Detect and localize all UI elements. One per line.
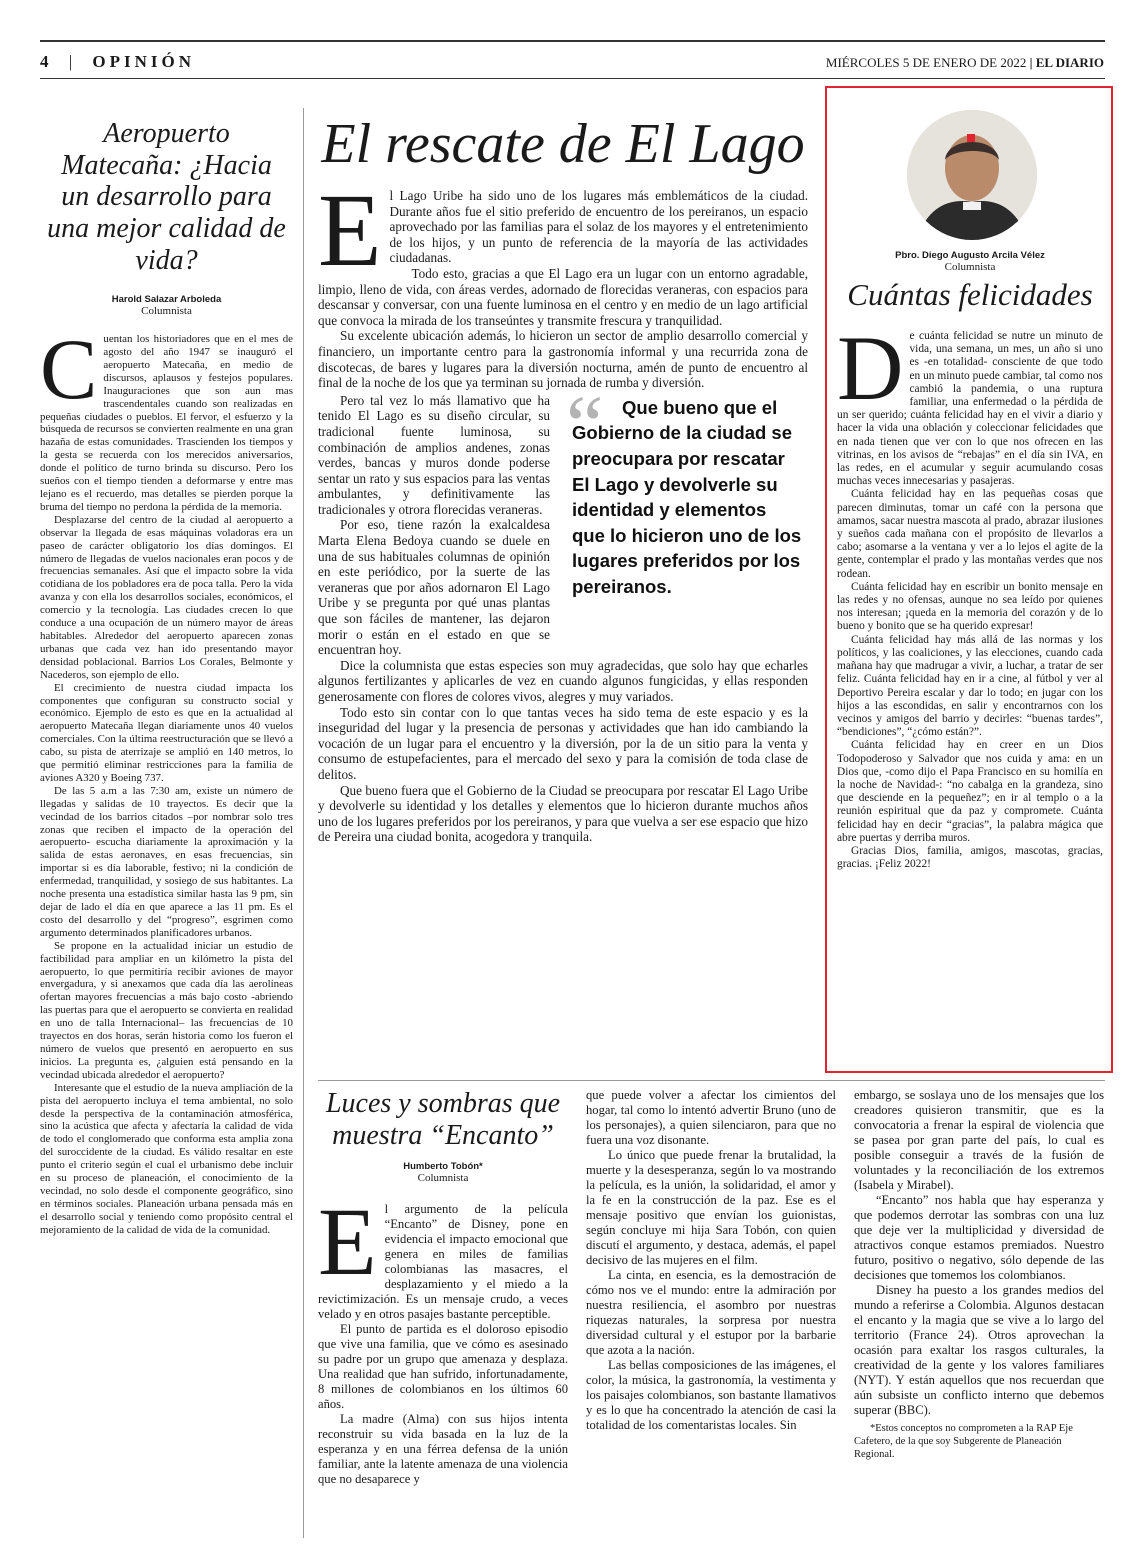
center-dropcap: E (318, 173, 382, 288)
footnote: *Estos conceptos no comprometen a la RAP Eje Cafetero, de la que soy Subgerente de Planeación Regional. (854, 1423, 1073, 1460)
right-paragraph: Gracias Dios, familia, amigos, mascotas, gracias, gracias. ¡Feliz 2022! (837, 844, 1103, 871)
center-paragraph: Pero tal vez lo más llamativo que ha tenido El Lago es su diseño circular, su tradicional fuente luminosa, su combinación de amplios andenes, zonas verdes, bancas y muros donde poderse sentar un rato y sus espacios para las ventas ambulantes, y definitivamente las tradicionales y otrora florecidas veraneras. (318, 392, 550, 517)
center-paragraph: Su excelente ubicación además, lo hicieron un sector de amplio desarrollo comercial y financiero, un importante centro para la gastronomía informal y una recurrida zona de discotecas, de bares y lugares para la diversión nocturna, amén de punto de encuentro al final de la noche de los que ya terminan su jornada de rumba y diversión. (318, 328, 808, 391)
pullquote (566, 378, 802, 658)
bottom-paragraph: l argumento de la película “Encanto” de Disney, pone en evidencia el impacto emocional que genera en miles de familias colombianas las masacres, el desplazamiento y el miedo a la revictimización. Es un mensaje crudo, a veces velado y en otros pasajes bastante perceptible. (318, 1202, 568, 1322)
right-paragraph: Cuánta felicidad hay en escribir un bonito mensaje en las redes y no ofensas, aunque no sea leído por quienes nos interesan; ¡queda en la memoria del corazón y de lo bueno y bonito que se ha querido expresar! (837, 580, 1103, 633)
page-folio (40, 52, 195, 72)
center-article (318, 108, 808, 845)
left-article-role: Columnista (141, 305, 192, 318)
header-bottom-rule (40, 78, 1105, 79)
bottom-article-title: Luces y sombras que muestra “Encanto” (325, 1088, 561, 1151)
bottom-article-author: Humberto Tobón* (403, 1161, 483, 1173)
bottom-paragraph: Las bellas composiciones de las imágenes, el color, la música, la gastronomía, la vestimenta y los paisajes colombianos, son bastante llamativos y es lo que ha concentrado la atención de casi la totalidad de los comentaristas locales. Sin (586, 1358, 836, 1432)
bottom-paragraph: embargo, se soslaya uno de los mensajes que los creadores quisieron transmitir, que es la convocatoria a frenar la espiral de violencia que se pasea por gran parte del país, lo cual es posible conseguir a través de la fusión de voluntades y la reconciliación de los extremos (Isabela y Mirabel). (854, 1088, 1104, 1192)
left-dropcap: C (40, 321, 98, 418)
left-paragraph: Se propone en la actualidad iniciar un estudio de factibilidad para ampliar en un kilómetro la pista del aeropuerto, lo que permitiría recibir aviones de mayor envergadura, y si anexamos que cada día las aerolíneas ofertan mayores frecuencias a más bajo costo -abriendo las puertas para que el aeropuerto se convierta en realidad en uno de talla Internacional– las frecuencias de 10 trayectos en dos horas, serán historia como los fueron el número de vuelos que presentó en aeropuerto en sus inicios. La pregunta es, ¿alguien está pensando en la vecindad ubicada alrededor el aeropuerto? (40, 939, 293, 1081)
left-paragraph: El crecimiento de nuestra ciudad impacta los componentes que configuran su constructo social y económico. Ejemplo de esto es que en la actualidad al aeropuerto Matecaña llegan diariamente unos 40 vuelos comerciales. Con la última reestructuración que se llevó a cabo, su pista de aterrizaje se amplió en 140 metros, lo que permitió eliminar restricciones para la familia de aviones A320 y Boeing 737. (40, 681, 293, 784)
portrait-image (907, 110, 1037, 240)
left-paragraph: Interesante que el estudio de la nueva ampliación de la pista del aeropuerto incluya el tema ambiental, no solo desde la perspectiva de la contaminación atmosférica, sino la acústica que afecta y afectaría la calidad de vida de todo el conglomerado que conforma esta amplia zona del suroccidente de la ciudad. Es válido resaltar en este punto el criterio según el cual el urbanismo debe incluir en su proceso de planeación, el conocimiento de la vecindad, no solo desde el componente geográfico, sino en términos sociales. Planeación urbana pensada más en el desarrollo social y teniendo como propósito central el mejoramiento de la calidad de vida de la comunidad. (40, 1081, 293, 1236)
header-top-rule (40, 40, 1105, 42)
pullquote-text: Que bueno que el Gobierno de la ciudad se preocupara por rescatar El Lago y devolverle su identidad y elementos que lo hicieron uno de los lugares preferidos por los pereiranos. (572, 396, 802, 597)
left-article (40, 118, 293, 1237)
right-article-author: Pbro. Diego Augusto Arcila Vélez (895, 250, 1045, 261)
center-paragraph: Todo esto, gracias a que El Lago era un lugar con un entorno agradable, limpio, lleno de vida, con áreas verdes, adornado de florecidas veraneras, con espacios para descansar y conversar, con una fuente luminosa en el centro y en medio de un lago artificial que convoca la mirada de los transeúntes y transmite frescura y tranquilidad. (318, 265, 808, 328)
bottom-article-divider (318, 1080, 1105, 1081)
center-paragraph: Dice la columnista que estas especies son muy agradecidas, que solo hay que echarles algunos fertilizantes y aplicarles de vez en cuando algunos fungicidas, y ellas responden generosamente con flores de colores vivos, alegres y muy variados. (318, 657, 808, 704)
bottom-col-3 (854, 1088, 1104, 1487)
center-article-lead (318, 173, 808, 391)
page-number: 4 (40, 52, 53, 71)
center-bottom-body (318, 658, 808, 845)
center-paragraph: Por eso, tiene razón la exalcaldesa Marta Elena Bedoya cuando se duele en una de sus habituales columnas de opinión en este periódico, por la suerte de las veraneras que por años adornaron El Lago Uribe y se pregunta por qué unas plantas que son fáciles de mantener, las dejaron morir o están en el estado en que se encuentran hoy. (318, 517, 550, 658)
issue-date: MIÉRCOLES 5 DE ENERO DE 2022 (825, 55, 1027, 70)
center-paragraph: Todo esto sin contar con lo que tantas veces ha sido tema de este espacio y es la inseguridad del lugar y la presencia de personas y actividades que han ido cambiando la vocación de un lugar para el encuentro y la diversión, por la de un sitio para la venta y consumo de estupefacientes, para el mercado del sexo y para la comisión de toda clase de delitos. (318, 704, 808, 782)
dateline (826, 55, 1104, 71)
right-paragraph: Cuánta felicidad hay más allá de las normas y los políticos, y las coaliciones, y las elecciones, cuando cada mañana hay que madrugar a vivir, a luchar, a tratar de ser feliz. Cuánta felicidad hay en ir a cine, al fútbol y ver al Deportivo Pereira escalar y dar lo todo; en jugar con los hijos a las escondidas, en salir y encontrarnos con los vecinos y amigos del barrio y decirles: “buenas tardes”, “bendiciones”, “¿cómo están?”. (837, 633, 1103, 739)
bottom-col-1 (318, 1088, 568, 1487)
quote-mark-icon: “ (566, 378, 604, 472)
center-paragraph: l Lago Uribe ha sido uno de los lugares más emblemáticos de la ciudad. Durante años fue el sitio preferido de encuentro de los pereiranos, un espacio aprovechado por las familias para el solaz de los mayores y el entretenimiento de los hijos, y un punto de referencia de la mayoría de las actividades ciudadanas. (389, 188, 808, 266)
bottom-paragraph: La cinta, en esencia, es la demostración de cómo nos ve el mundo: entre la admiración por nuestra resiliencia, el asombro por nuestras riquezas naturales, la sorpresa por nuestra diversidad cultural y el estupor por la barbarie que azota a la nación. (586, 1268, 836, 1357)
dateline-separator: | (1029, 55, 1033, 70)
bottom-paragraph: que puede volver a afectar los cimientos del hogar, tal como lo intentó advertir Bruno (uno de los personajes), a quien silenciaron, para que no fuera una voz disonante. (586, 1088, 836, 1147)
section-name: OPINIÓN (92, 52, 196, 71)
bottom-article-role: Columnista (417, 1172, 469, 1185)
columnist-photo (907, 110, 1037, 240)
bottom-paragraph: Lo único que puede frenar la brutalidad, la muerte y la desesperanza, según lo va mostrando la película, es la unión, la solidaridad, el amor y la fe en la construcción de la paz. Ese es el mensaje positivo que envían los guionistas, según concluye mi hija Sara Tobón, con quien discutí el argumento, y destaca, además, el papel decisivo de las mujeres en el film. (586, 1148, 836, 1267)
bottom-paragraph: “Encanto” nos habla que hay esperanza y que podemos derrotar las sombras con una luz que deje ver la multiplicidad y diversidad de atractivos conque estamos premiados. Nuestro futuro, positivo o negativo, sólo depende de las decisiones que tomemos los colombianos. (854, 1193, 1104, 1282)
left-article-author: Harold Salazar Arboleda (111, 294, 222, 306)
bottom-article (318, 1088, 1105, 1487)
right-article-body (837, 317, 1103, 871)
bottom-dropcap: E (318, 1188, 377, 1296)
folio-separator: | (68, 52, 77, 71)
right-paragraph: Cuánta felicidad hay en creer en un Dios Todopoderoso y Salvador que nos cuida y ama: en un Dios que, -como dijo el Papa Francisco en su homilía en la noche de Navidad-: “no cabalga en la grandeza, sino que desciende en la pequeñez”; en ir al templo o a la reunión espiritual que da paz y compromete. Cuánta felicidad hay en decir “gracias”, la palabra mágica que abre puertas y derriba muros. (837, 739, 1103, 844)
right-paragraph: Cuánta felicidad hay en las pequeñas cosas que parecen diminutas, tomar un café con la persona que amamos, sacar nuestra mascota al prado, abrazar ilusiones y sueños cada mañana con el propósito de llevarlos a cabo; asomarse a la ventana y ver a lo lejos el agite de la gente, contemplar el prado y las montañas verdes que nos rodean. (837, 488, 1103, 580)
right-article-title: Cuántas felicidades (847, 277, 1093, 312)
bottom-paragraph: El punto de partida es el doloroso episodio que vive una familia, que ve cómo es asesinado su padre por un grupo que amenaza y desplaza. Una realidad que han sufrido, infortunadamente, 8 millones de colombianos en los últimos 60 años. (318, 1322, 568, 1412)
left-paragraph: uentan los historiadores que en el mes de agosto del año 1947 se inauguró el aeropuerto Matecaña, en medio de discursos, aplausos y festejos populares. Inauguraciones que son aun mas trascendentales cuando son realizadas en pequeñas ciudades o pueblos. El fervor, el esfuerzo y la búsqueda de recursos se convierten realmente en una gran hazaña de estas comunidades. Trascienden los tiempos y la gesta se recuerda con los merecidos aniversarios, donde el político de turno brinda su discurso. Pero los sueños con el tiempo tienden a deformarse y entre mas lejano es el recuerdo, mas detalles se pierden porque la bruma del tiempo no perdona la pérdida de la memoria. (40, 333, 293, 513)
left-column-divider (303, 108, 304, 1538)
right-dropcap: D (837, 317, 904, 420)
left-article-body (40, 321, 293, 1236)
paper-name: EL DIARIO (1035, 55, 1104, 70)
right-article (837, 110, 1103, 871)
left-paragraph: De las 5 a.m a las 7:30 am, existe un número de llegadas y salidas de 10 trayectos. Es decir que la vecindad de los barrios citados –por nombrar solo tres zonas que reciben el impacto de la operación del aeropuerto- escucha diariamente la aproximación y la salida de estas aeronaves, en esas frecuencias, sin importar si es día laborable, festivo; ni la condición de enfermedad, tranquilidad, y sosiego de sus habitantes. La noche presenta una estadística similar hasta las 9 pm, sin dejar de lado el día en que aparece a las 11 pm. Es el costo del desarrollo y del “progreso”, esgrimen como argumento determinados planificadores urbanos. (40, 784, 293, 939)
center-paragraph: Que bueno fuera que el Gobierno de la Ciudad se preocupara por rescatar El Lago Uribe y devolverle su identidad y los detalles y elementos que lo hicieron durante muchos años uno de los lugares preferidos por los pereiranos, y para que vuelva a ser ese espacio que hizo de Pereira una ciudad bonita, acogedora y tranquila. (318, 782, 808, 845)
right-article-role: Columnista (944, 261, 996, 273)
right-paragraph: e cuánta felicidad se nutre un minuto de vida, una semana, un mes, un año si uno es -en totalidad- consciente de que todo en un minuto puede cambiar, tal como nos cambió la pandemia, o una ruptura familiar, una enfermedad o la pérdida de un ser querido; cuánta felicidad hay en el vivir a diario y hacer la vida una oblación y coleccionar felicidades que en nada tienen que ver con lo que nos ofrecen en las vitrinas, en los avisos de “rebajas” en el día sin IVA, en las redes, en el acumular y seguir acumulando cosas muchas veces innecesarias y pasajeras. (837, 330, 1103, 488)
bottom-paragraph: Disney ha puesto a los grandes medios del mundo a referirse a Colombia. Algunos destacan el encanto y la magia que se vive a lo largo del territorio (France 24). Otros aprovechan la ocasión para exaltar los rasgos culturales, la creatividad de la gente y los valores familiares (NYT). Y están aquellos que nos recuerdan que aún subsiste un conflicto interno que debemos superar (BBC). (854, 1283, 1104, 1417)
left-paragraph: Desplazarse del centro de la ciudad al aeropuerto a observar la llegada de esas máquinas voladoras era un paseo de carácter obligatorio los días domingos. El número de llegadas de vuelos nacionales eran pocos y de frecuencias semanales. Así que el impacto sobre la vida cotidiana de los pobladores era de poca talla. Pero la vida avanza y con ella los desarrollos sociales, económicos, el comercio y la tecnología. Las ciudades crecen lo que conduce a una ocupación de un número mayor de áreas habitables. Alrededor del aeropuerto aparecen zonas urbanas que cada vez han ido presentando mayor densidad poblacional. Barrios Los Corales, Belmonte y Nacederos, son ejemplo de ello. (40, 513, 293, 681)
center-article-title: El rescate de El Lago (321, 113, 805, 175)
bottom-col-2 (586, 1088, 836, 1487)
left-article-title: Aeropuerto Matecaña: ¿Hacia un desarrollo para una mejor calidad de vida? (47, 118, 286, 276)
bottom-paragraph: La madre (Alma) con sus hijos intenta reconstruir su vida basada en la luz de la esperanza y en una férrea defensa de la unión familiar, ante la latente amenaza de una violencia que no desaparece y (318, 1412, 568, 1487)
bottom-col-1-body (318, 1188, 568, 1487)
center-narrow-column (318, 393, 550, 658)
